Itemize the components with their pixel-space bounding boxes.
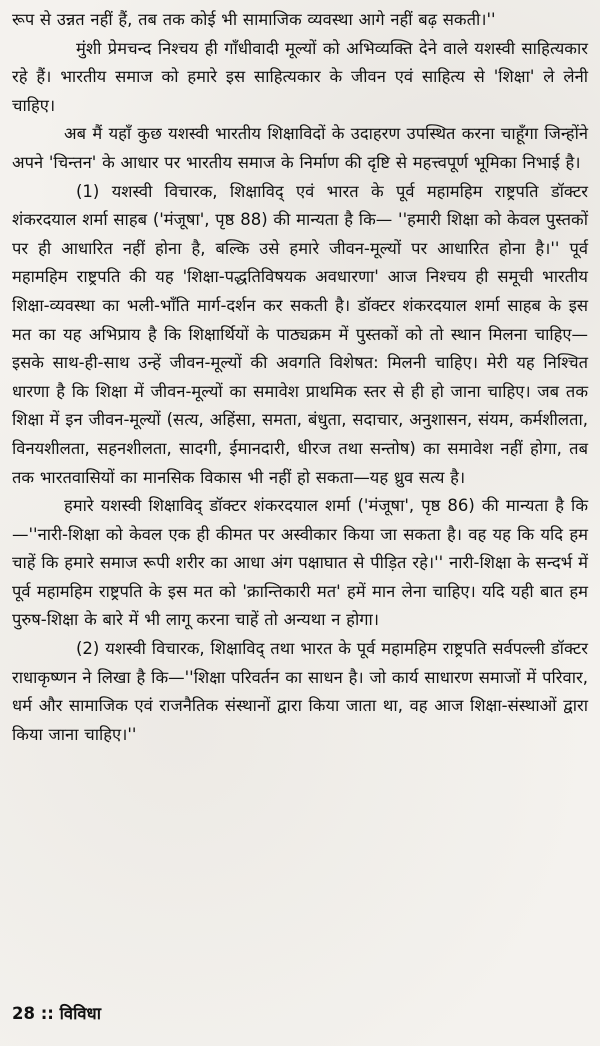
paragraph-premchand: मुंशी प्रेमचन्द निश्चय ही गाँधीवादी मूल्यों को अभिव्यक्ति देने वाले यशस्वी साहित्यकार रहे हैं। भारतीय समाज को हमारे इस साहित्यकार के जीवन एवं साहित्य से 'शिक्षा' ले लेनी चाहिए। (12, 38, 588, 115)
page-footer: 28 :: विविधा (12, 1004, 101, 1023)
paragraph-continuation: रूप से उन्नत नहीं हैं, तब तक कोई भी सामाजिक व्यवस्था आगे नहीं बढ़ सकती।'' (12, 10, 496, 29)
paragraph-women-education: हमारे यशस्वी शिक्षाविद् डॉक्टर शंकरदयाल शर्मा ('मंजूषा', पृष्ठ 86) की मान्यता है कि—''नारी-शिक्षा को केवल एक ही कीमत पर अस्वीकार किया जा सकता है। वह यह कि यदि हम चाहें कि हमारे समाज रूपी शरीर का आधा अंग पक्षाघात से पीड़ित रहे।'' नारी-शिक्षा के सन्दर्भ में पूर्व महामहिम राष्ट्रपति के इस मत को 'क्रान्तिकारी मत' हमें मान लेना चाहिए। यदि यही बात हम पुरुष-शिक्षा के बारे में भी लागू करना चाहें तो अन्यथा न होगा। (12, 496, 588, 630)
paragraph-radhakrishnan: (2) यशस्वी विचारक, शिक्षाविद् तथा भारत के पूर्व महामहिम राष्ट्रपति सर्वपल्ली डॉक्टर राधाकृष्णन ने लिखा है कि—''शिक्षा परिवर्तन का साधन है। जो कार्य साधारण समाजों में परिवार, धर्म और सामाजिक एवं राजनैतिक संस्थानों द्वारा किया जाता था, वह आज शिक्षा-संस्थाओं द्वारा किया जाना चाहिए।'' (12, 639, 588, 744)
paragraph-shankar-dayal-sharma-values: (1) यशस्वी विचारक, शिक्षाविद् एवं भारत के पूर्व महामहिम राष्ट्रपति डॉक्टर शंकरदयाल शर्मा साहब ('मंजूषा', पृष्ठ 88) की मान्यता है कि— ''हमारी शिक्षा को केवल पुस्तकों पर ही आधारित नहीं होना है, बल्कि उसे हमारे जीवन-मूल्यों पर आधारित होना है।'' पूर्व महामहिम राष्ट्रपति की यह 'शिक्षा-पद्धतिविषयक अवधारणा' आज निश्चय ही समूची भारतीय शिक्षा-व्यवस्था का भली-भाँति मार्ग-दर्शन कर सकती है। डॉक्टर शंकरदयाल शर्मा साहब के इस मत का यह अभिप्राय है कि शिक्षार्थियों के पाठ्यक्रम में पुस्तकों को तो स्थान मिलना चाहिए—इसके साथ-ही-साथ उन्हें जीवन-मूल्यों की अवगति विशेषत: मिलनी चाहिए। मेरी यह निश्चित धारणा है कि शिक्षा में जीवन-मूल्यों का समावेश प्राथमिक स्तर से ही हो जाना चाहिए। जब तक शिक्षा में इन जीवन-मूल्यों (सत्य, अहिंसा, समता, बंधुता, सदाचार, अनुशासन, संयम, कर्मशीलता, विनयशीलता, सहनशीलता, सादगी, ईमानदारी, धीरज तथा सन्तोष) का समावेश नहीं होगा, तब तक भारतवासियों का मानसिक विकास भी नहीं हो सकता—यह ध्रुव सत्य है। (12, 181, 588, 487)
paragraph-educationists-intro: अब मैं यहाँ कुछ यशस्वी भारतीय शिक्षाविदों के उदाहरण उपस्थित करना चाहूँगा जिन्होंने अपने 'चिन्तन' के आधार पर भारतीय समाज के निर्माण की दृष्टि से महत्त्वपूर्ण भूमिका निभाई है। (12, 124, 588, 172)
